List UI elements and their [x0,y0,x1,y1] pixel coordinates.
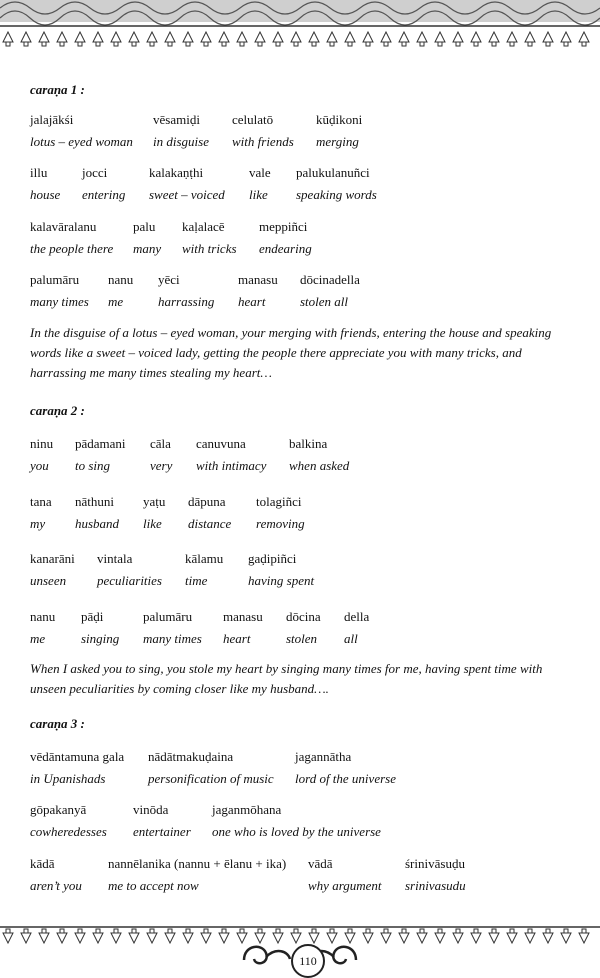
bell-ornament-icon [75,32,85,46]
word-translation: lord of the universe [295,771,396,786]
bell-ornament-icon [435,32,445,46]
word-translation: heart [223,631,251,646]
bell-ornament-icon [111,32,121,46]
telugu-word: nannēlanika (nannu + ēlanu + ika) [108,856,287,871]
telugu-word: vēdāntamuna gala [30,749,125,764]
word-translation: many times [30,294,89,309]
word-translation: many [133,241,162,256]
word-translation: why argument [308,878,382,893]
bell-ornament-icon [93,929,103,943]
bell-ornament-icon [561,32,571,46]
word-translation: the people there [30,241,114,256]
telugu-word: jocci [82,165,108,180]
telugu-word: yaṭu [143,494,166,509]
word-translation: cowheredesses [30,824,107,839]
word-translation: in Upanishads [30,771,106,786]
telugu-word: śrinivāsuḍu [405,856,465,871]
bell-ornament-icon [489,929,499,943]
bell-ornament-icon [363,32,373,46]
word-translation: house [30,187,61,202]
bell-ornament-icon [543,32,553,46]
bell-ornament-icon [381,32,391,46]
bell-ornament-icon [417,929,427,943]
bell-ornament-icon [327,32,337,46]
word-translation: husband [75,516,120,531]
section-heading: caraṇa 2 : [30,403,85,418]
bell-ornament-icon [525,929,535,943]
telugu-word: palu [133,219,156,234]
word-translation: speaking words [296,187,377,202]
word-translation: with friends [232,134,294,149]
telugu-word: vale [249,165,271,180]
word-translation: harrassing [158,294,215,309]
word-translation: many times [143,631,202,646]
word-translation: lotus – eyed woman [30,134,133,149]
bell-ornament-icon [381,929,391,943]
word-translation: stolen all [300,294,349,309]
telugu-word: dōcina [286,609,321,624]
telugu-word: meppiñci [259,219,308,234]
translation-paragraph: When I asked you to sing, you stole my heart by singing many times for me, having spent time with unseen peculiarities by coming closer like my husband…. [30,661,543,696]
telugu-word: palumāru [143,609,193,624]
word-translation: heart [238,294,266,309]
bell-ornament-icon [327,929,337,943]
telugu-word: cāla [150,436,171,451]
word-translation: very [150,458,173,473]
bell-ornament-icon [345,32,355,46]
word-translation: like [249,187,268,202]
telugu-word: jalajākśi [30,112,74,127]
word-translation: peculiarities [97,573,162,588]
word-translation: all [344,631,358,646]
telugu-word: kādā [30,856,55,871]
bell-ornament-icon [21,929,31,943]
bell-ornament-icon [579,32,589,46]
bell-ornament-icon [273,929,283,943]
telugu-word: della [344,609,370,624]
bell-ornament-icon [273,32,283,46]
telugu-word: tolagiñci [256,494,302,509]
word-translation: to sing [75,458,111,473]
telugu-word: nanu [30,609,56,624]
bell-ornament-icon [39,32,49,46]
word-translation: unseen [30,573,67,588]
word-translation: srinivasudu [405,878,466,893]
bell-ornament-icon [201,929,211,943]
telugu-word: nāthuni [75,494,114,509]
telugu-word: nādātmakuḍaina [148,749,234,764]
bell-ornament-icon [183,32,193,46]
telugu-word: kalavāralanu [30,219,97,234]
telugu-word: yēci [158,272,180,287]
telugu-word: ninu [30,436,54,451]
section-heading: caraṇa 3 : [30,716,85,731]
telugu-word: pādamani [75,436,126,451]
bell-ornament-icon [3,32,13,46]
bell-ornament-icon [291,929,301,943]
word-translation: entering [82,187,126,202]
bell-ornament-icon [453,929,463,943]
translation-paragraph: In the disguise of a lotus – eyed woman, your merging with friends, entering the house and speaking words like a sweet – voiced lady, getting the people there appreciate you with many tricks, and harrassing me many times stealing my heart… [30,325,552,380]
word-translation: me [30,631,46,646]
word-translation: one who is loved by the universe [212,824,381,839]
telugu-word: vinōda [133,802,169,817]
word-translation: distance [188,516,232,531]
bell-ornament-icon [183,929,193,943]
bell-ornament-icon [525,32,535,46]
telugu-word: vēsamiḍi [153,112,200,127]
bell-ornament-icon [57,32,67,46]
word-translation: entertainer [133,824,191,839]
word-translation: you [30,458,49,473]
bell-ornament-icon [237,32,247,46]
bell-ornament-icon [453,32,463,46]
telugu-word: pāḍi [81,609,104,624]
word-translation: like [143,516,162,531]
word-translation: having spent [248,573,315,588]
word-translation: time [185,573,208,588]
telugu-word: vintala [97,551,133,566]
bell-ornament-icon [345,929,355,943]
word-translation: with tricks [182,241,237,256]
telugu-word: gōpakanyā [30,802,87,817]
bell-ornament-icon [165,32,175,46]
word-translation: personification of music [148,771,274,786]
word-translation: singing [81,631,120,646]
word-translation: in disguise [153,134,209,149]
bell-ornament-icon [309,32,319,46]
bell-ornament-icon [507,32,517,46]
telugu-word: kālamu [185,551,224,566]
bell-ornament-icon [111,929,121,943]
telugu-word: balkina [289,436,328,451]
bell-ornament-icon [399,929,409,943]
telugu-word: kaḷalacē [182,219,225,234]
bell-ornament-icon [561,929,571,943]
top-ornamental-border [0,0,600,60]
word-translation: my [30,516,46,531]
word-translation: when asked [289,458,350,473]
bell-ornament-icon [57,929,67,943]
word-translation: removing [256,516,305,531]
bell-ornament-icon [3,929,13,943]
bell-ornament-icon [543,929,553,943]
bell-ornament-icon [75,929,85,943]
word-translation: merging [316,134,359,149]
bell-ornament-icon [237,929,247,943]
page-number: 110 [291,944,325,978]
bell-ornament-icon [219,929,229,943]
telugu-word: illu [30,165,48,180]
word-translation: me [108,294,124,309]
bell-ornament-icon [201,32,211,46]
bell-ornament-icon [363,929,373,943]
bell-ornament-icon [471,32,481,46]
telugu-word: palumāru [30,272,80,287]
bell-ornament-icon [39,929,49,943]
telugu-word: jagannātha [295,749,352,764]
word-translation: endearing [259,241,312,256]
telugu-word: manasu [223,609,263,624]
telugu-word: gaḍipiñci [248,551,297,566]
bell-ornament-icon [21,32,31,46]
bell-ornament-icon [129,929,139,943]
bell-ornament-icon [435,929,445,943]
telugu-word: dōcinadella [300,272,360,287]
telugu-word: jaganmōhana [212,802,282,817]
word-translation: stolen [286,631,318,646]
telugu-word: kanarāni [30,551,75,566]
bell-ornament-icon [129,32,139,46]
bell-ornament-icon [255,32,265,46]
bell-ornament-icon [147,929,157,943]
telugu-word: kūḍikoni [316,112,363,127]
telugu-word: palukulanuñci [296,165,370,180]
bell-ornament-icon [489,32,499,46]
bell-ornament-icon [219,32,229,46]
word-translation: sweet – voiced [149,187,225,202]
telugu-word: vādā [308,856,333,871]
telugu-word: nanu [108,272,134,287]
bell-ornament-icon [309,929,319,943]
word-translation: me to accept now [108,878,199,893]
bell-ornament-icon [255,929,265,943]
bell-ornament-icon [147,32,157,46]
section-heading: caraṇa 1 : [30,82,85,97]
telugu-word: dāpuna [188,494,226,509]
bell-ornament-icon [291,32,301,46]
telugu-word: manasu [238,272,278,287]
bell-ornament-icon [507,929,517,943]
word-translation: aren’t you [30,878,82,893]
bell-ornament-icon [165,929,175,943]
word-translation: with intimacy [196,458,267,473]
telugu-word: canuvuna [196,436,246,451]
telugu-word: tana [30,494,52,509]
telugu-word: kalakaṇṭhi [149,165,204,180]
bell-ornament-icon [417,32,427,46]
bell-ornament-icon [93,32,103,46]
bell-ornament-icon [399,32,409,46]
bell-ornament-icon [579,929,589,943]
telugu-word: celulatō [232,112,274,127]
bell-ornament-icon [471,929,481,943]
